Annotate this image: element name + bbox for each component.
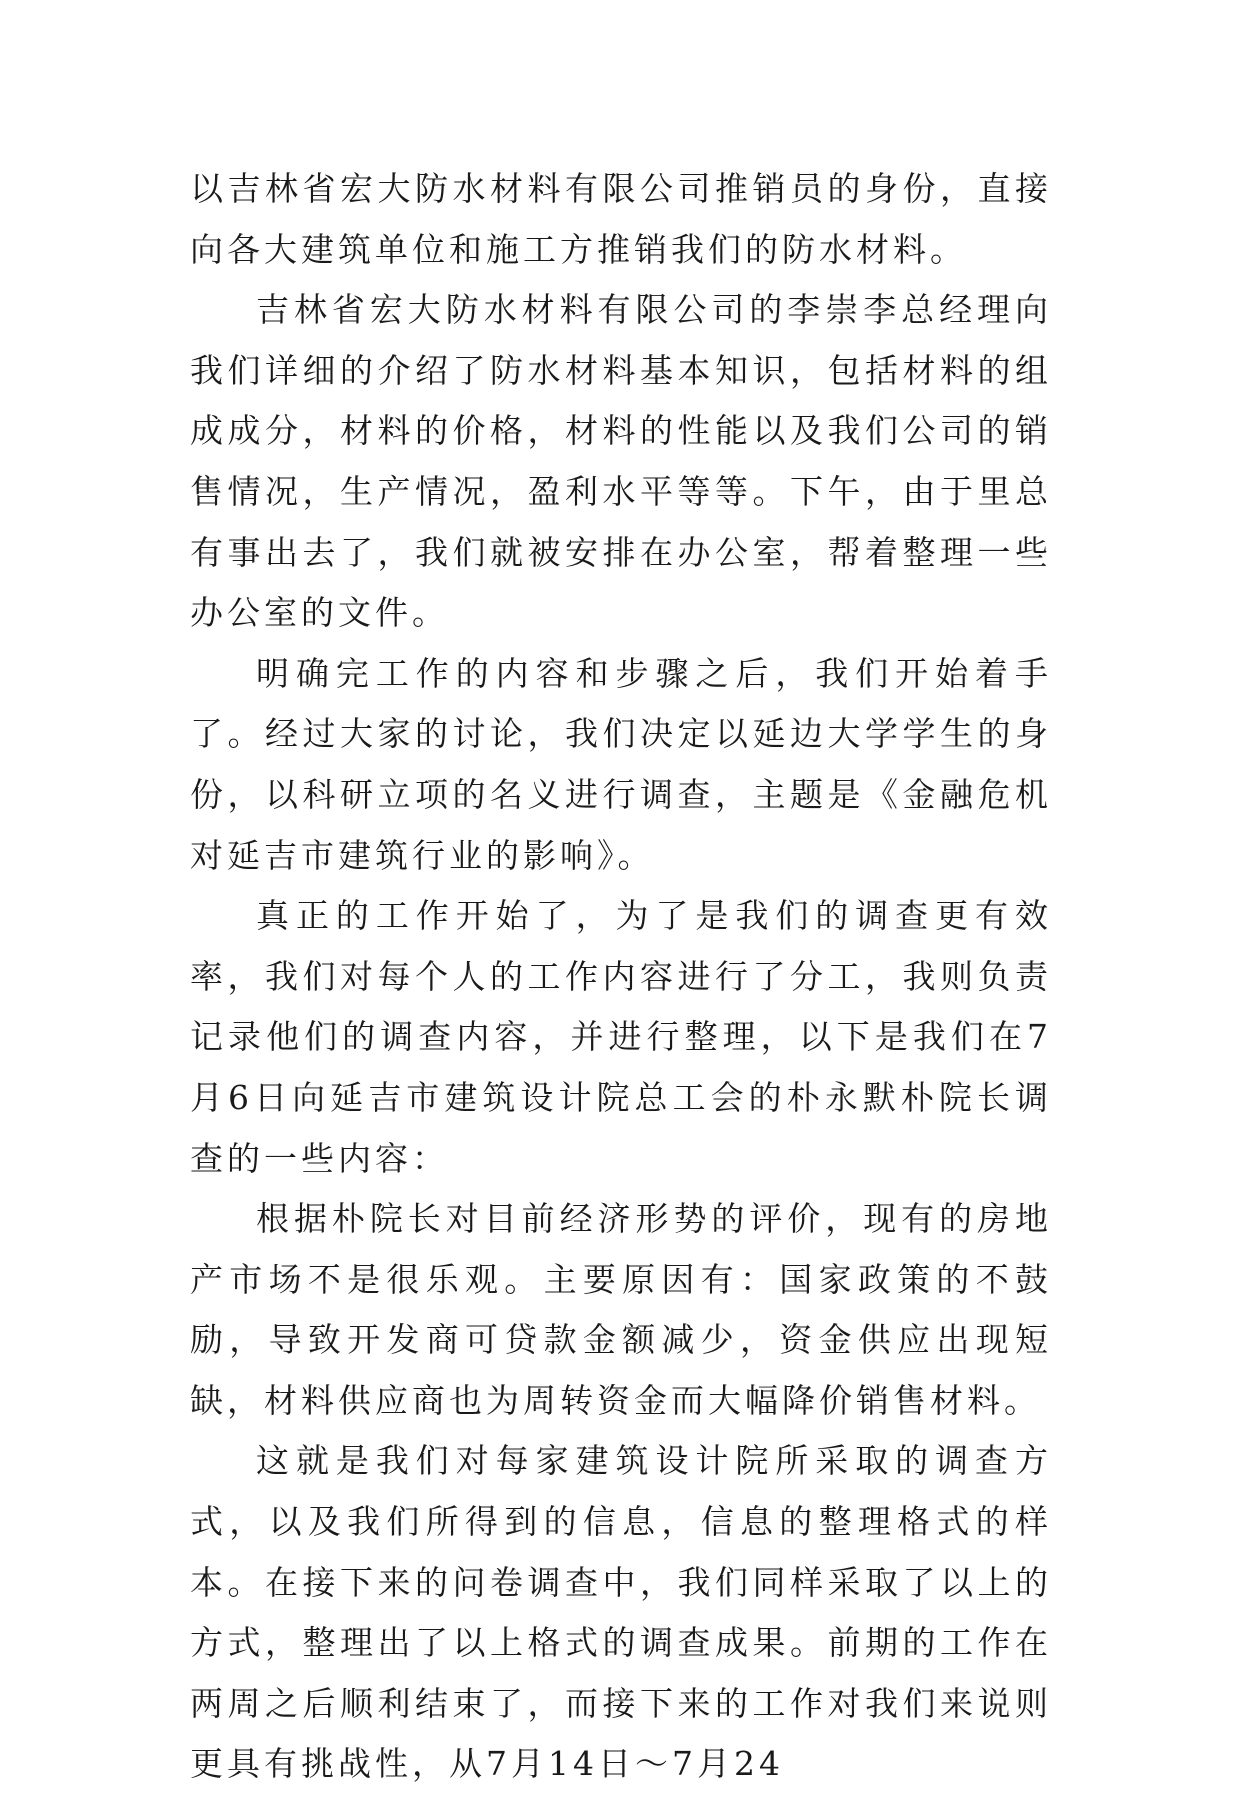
paragraph: 这就是我们对每家建筑设计院所采取的调查方式，以及我们所得到的信息，信息的整理格式的样本。在接下来的问卷调查中，我们同样采取了以上的方式，整理出了以上格式的调查成果。前期的工作在两周之后顺利结束了，而接下来的工作对我们来说则更具有挑战性，从7月14日～7月24	[190, 1441, 1052, 1784]
paragraph: 根据朴院长对目前经济形势的评价，现有的房地产市场不是很乐观。主要原因有：国家政策的不鼓励，导致开发商可贷款金额减少，资金供应出现短缺，材料供应商也为周转资金而大幅降价销售材料。	[190, 1199, 1052, 1420]
document-body	[190, 159, 1052, 1795]
paragraph: 明确完工作的内容和步骤之后，我们开始着手了。经过大家的讨论，我们决定以延边大学学生的身份，以科研立项的名义进行调查，主题是《金融危机对延吉市建筑行业的影响》。	[190, 653, 1052, 875]
paragraph: 以吉林省宏大防水材料有限公司推销员的身份，直接向各大建筑单位和施工方推销我们的防水材料。	[190, 169, 1052, 269]
paragraph: 真正的工作开始了，为了是我们的调查更有效率，我们对每个人的工作内容进行了分工，我则负责记录他们的调查内容，并进行整理，以下是我们在7月6日向延吉市建筑设计院总工会的朴永默朴院长调查的一些内容：	[190, 896, 1052, 1178]
paragraph: 吉林省宏大防水材料有限公司的李崇李总经理向我们详细的介绍了防水材料基本知识，包括材料的组成成分，材料的价格，材料的性能以及我们公司的销售情况，生产情况，盈利水平等等。下午，由于里总有事出去了，我们就被安排在办公室，帮着整理一些办公室的文件。	[190, 290, 1052, 633]
